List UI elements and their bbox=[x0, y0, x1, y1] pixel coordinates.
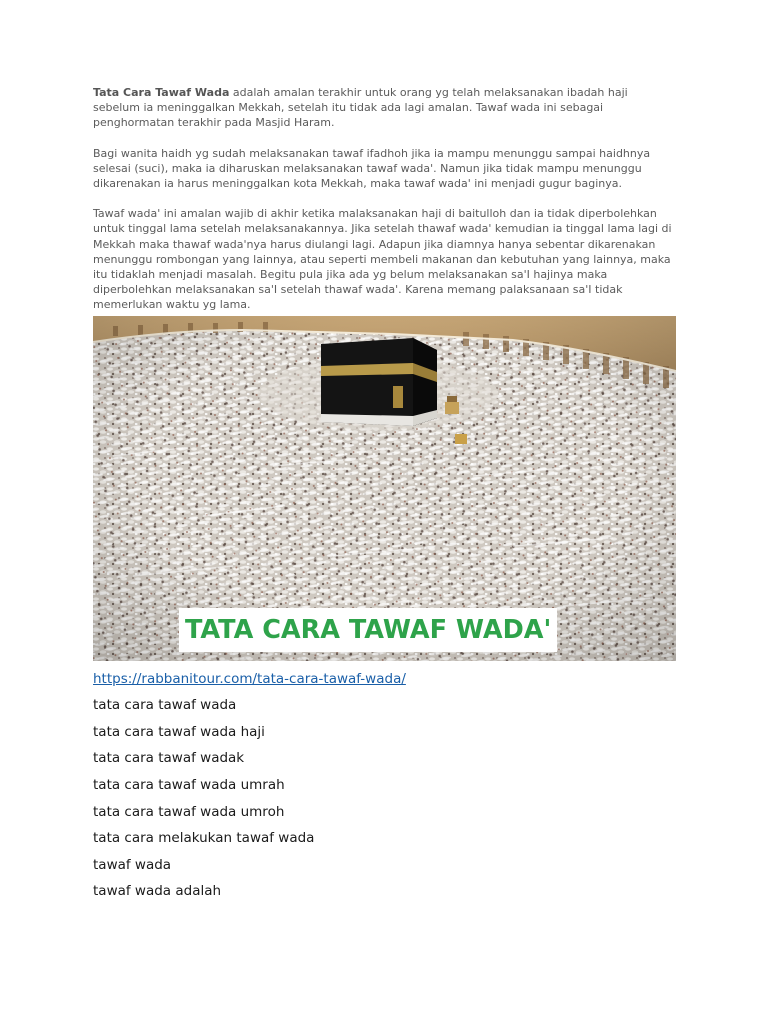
paragraph-obligation: Tawaf wada' ini amalan wajib di akhir ketika malaksanakan haji di baitulloh dan ia tidak diperbolehkan untuk tinggal lama setelah melaksanakannya. Jika setelah thawaf wada' kemudian ia tinggal lama lagi di Mekkah maka thawaf wada'nya harus diulangi lagi. Adapun jika diamnya hanya sebentar dikarenakan menunggu rombongan yang lainnya, atau seperti membeli makanan dan kebutuhan yang lainnya, maka itu tidaklah menjadi masalah. Begitu pula jika ada yg belum melaksanakan sa'I hajinya maka diperbolehkan melaksanakan sa'I setelah thawaf wada'. Karena memang palaksanaan sa'I tidak memerlukan waktu yg lama. bbox=[93, 207, 672, 312]
keyword-item: tata cara tawaf wada bbox=[93, 697, 237, 714]
source-link[interactable]: https://rabbanitour.com/tata-cara-tawaf-wada/ bbox=[93, 670, 406, 687]
kaaba-photo bbox=[93, 316, 676, 661]
keyword-item: tata cara tawaf wada umroh bbox=[93, 803, 285, 820]
keyword-item: tawaf wada bbox=[93, 856, 172, 873]
keyword-list bbox=[93, 696, 677, 900]
intro-title: Tata Cara Tawaf Wada bbox=[93, 86, 230, 99]
keyword-item: tata cara tawaf wada umrah bbox=[93, 777, 285, 794]
keyword-item: tata cara tawaf wadak bbox=[93, 750, 245, 767]
keyword-item: tata cara tawaf wada haji bbox=[93, 723, 265, 740]
keyword-item: tata cara melakukan tawaf wada bbox=[93, 830, 315, 847]
document-page bbox=[93, 85, 677, 900]
keyword-item: tawaf wada adalah bbox=[93, 883, 222, 900]
paragraph-menstruation: Bagi wanita haidh yg sudah melaksanakan tawaf ifadhoh jika ia mampu menunggu sampai haidhnya selesai (suci), maka ia diharuskan melaksanakan tawaf wada'. Namun jika tidak mampu menunggu dikarenakan ia harus meninggalkan kota Mekkah, maka tawaf wada' ini menjadi gugur baginya. bbox=[93, 146, 651, 191]
intro-text: adalah amalan terakhir untuk orang yg telah melaksanakan ibadah haji sebelum ia meninggalkan Mekkah, setelah itu tidak ada lagi amalan. Tawaf wada ini sebagai penghormatan terakhir pada Masjid Haram. bbox=[93, 86, 628, 130]
image-title-banner: TATA CARA TAWAF WADA' bbox=[179, 608, 557, 652]
intro-paragraph bbox=[93, 85, 677, 131]
